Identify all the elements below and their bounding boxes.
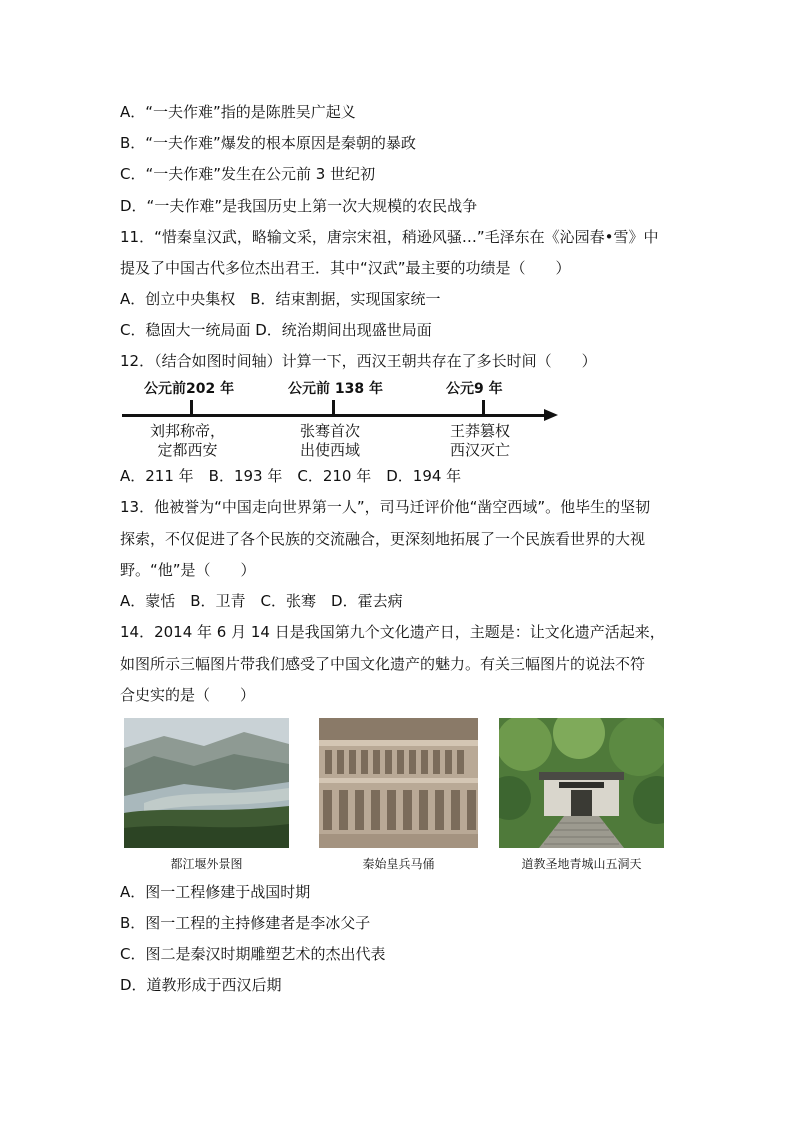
timeline-event-2 — [300, 422, 360, 460]
timeline-event-1-line-1: 刘邦称帝， — [150, 422, 226, 440]
q14-option-a: A．图一工程修建于战国时期 — [120, 883, 311, 901]
q11-stem-line-1: 11．“惜秦皇汉武，略输文采，唐宗宋祖，稍逊风骚…”毛泽东在《沁园春•雪》中 — [120, 228, 659, 246]
q13-stem-line-1: 13．他被誉为“中国走向世界第一人”，司马迁评价他“凿空西域”。他毕生的坚韧 — [120, 498, 651, 516]
timeline-event-3 — [450, 422, 510, 460]
caption-terracotta: 秦始皇兵马俑 — [362, 857, 435, 871]
q13-options: A．蒙恬 B．卫青 C．张骞 D．霍去病 — [120, 592, 403, 610]
q11-options-line-2: C．稳固大一统局面 D．统治期间出现盛世局面 — [120, 321, 432, 339]
caption-dujiangyan: 都江堰外景图 — [170, 857, 243, 871]
q12-options: A．211 年 B．193 年 C．210 年 D．194 年 — [120, 467, 462, 485]
timeline-event-2-line-2: 出使西域 — [300, 441, 361, 459]
timeline-date-3: 公元9 年 — [446, 381, 503, 397]
q14-option-d: D．道教形成于西汉后期 — [120, 976, 282, 994]
timeline-event-2-line-1: 张骞首次 — [300, 422, 361, 440]
timeline-tick-1 — [190, 400, 193, 415]
terracotta-illustration — [319, 718, 478, 848]
q14-stem-line-1: 14．2014 年 6 月 14 日是我国第九个文化遗产日，主题是：让文化遗产活起来， — [120, 623, 665, 641]
q14-stem-line-3: 合史实的是（ ） — [120, 686, 256, 704]
q10-option-c: C．“一夫作难”发生在公元前 3 世纪初 — [120, 165, 376, 183]
qingcheng-mountain-photo — [499, 718, 664, 848]
timeline-arrow-icon — [544, 409, 558, 421]
q14-option-b: B．图一工程的主持修建者是李冰父子 — [120, 914, 371, 932]
dujiangyan-illustration — [124, 718, 289, 848]
q14-option-c: C．图二是秦汉时期雕塑艺术的杰出代表 — [120, 945, 386, 963]
timeline-tick-2 — [332, 400, 335, 415]
timeline-event-1 — [150, 422, 225, 460]
q11-options-line-1: A．创立中央集权 B．结束割据，实现国家统一 — [120, 290, 441, 308]
q10-option-a: A．“一夫作难”指的是陈胜吴广起义 — [120, 103, 356, 121]
timeline-date-2: 公元前 138 年 — [288, 381, 383, 397]
timeline-tick-3 — [482, 400, 485, 415]
q13-stem-line-2: 探索，不仅促进了各个民族的交流融合，更深刻地拓展了一个民族看世界的大视 — [120, 530, 646, 548]
q10-option-d: D．“一夫作难”是我国历史上第一次大规模的农民战争 — [120, 197, 478, 215]
q13-stem-line-3: 野。“他”是（ ） — [120, 561, 256, 579]
timeline-event-1-line-2: 定都西安 — [157, 441, 218, 459]
q14-stem-line-2: 如图所示三幅图片带我们感受了中国文化遗产的魅力。有关三幅图片的说法不符 — [120, 655, 646, 673]
caption-qingcheng: 道教圣地青城山五洞天 — [521, 857, 642, 871]
q10-option-b: B．“一夫作难”爆发的根本原因是秦朝的暴政 — [120, 134, 416, 152]
timeline-date-1: 公元前202 年 — [144, 381, 235, 397]
qingcheng-illustration — [499, 718, 664, 848]
q12-stem: 12．（结合如图时间轴）计算一下，西汉王朝共存在了多长时间（ ） — [120, 352, 597, 370]
terracotta-warriors-photo — [319, 718, 478, 848]
timeline-event-3-line-1: 王莽篡权 — [450, 422, 511, 440]
dujiangyan-photo — [124, 718, 289, 848]
timeline-event-3-line-2: 西汉灭亡 — [450, 441, 511, 459]
q11-stem-line-2: 提及了中国古代多位杰出君王．其中“汉武”最主要的功绩是（ ） — [120, 259, 571, 277]
q12-timeline — [120, 374, 560, 464]
